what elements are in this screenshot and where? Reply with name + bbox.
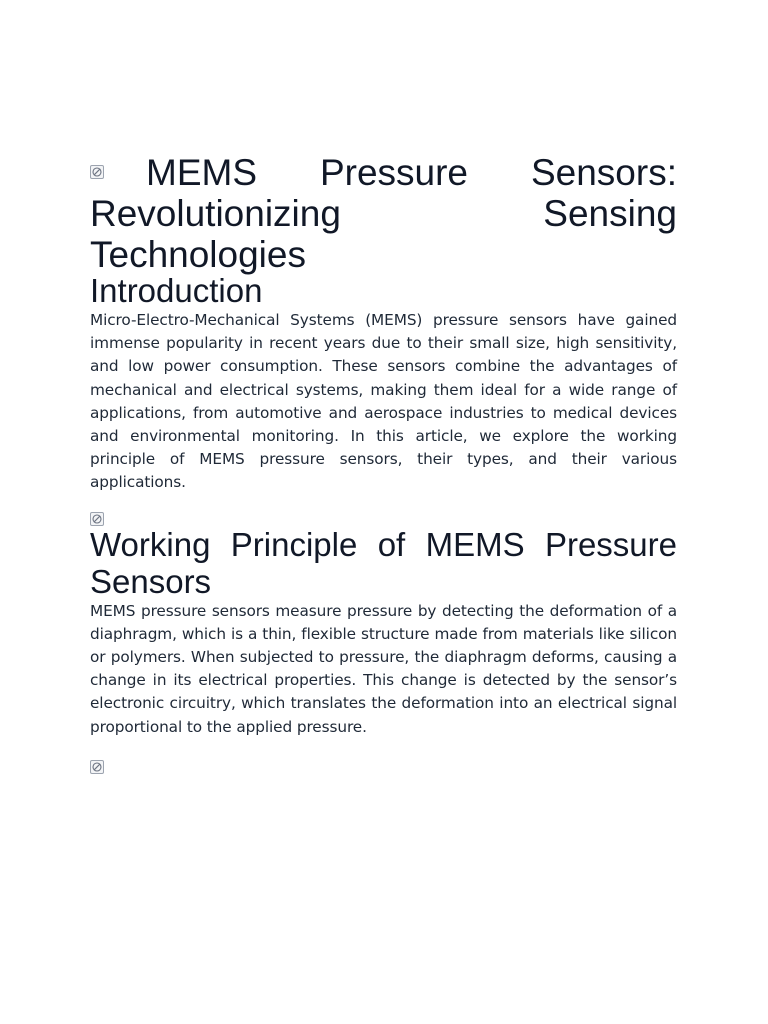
working-principle-paragraph: MEMS pressure sensors measure pressure by detecting the deformation of a diaphragm, which is a thin, flexible structure made from materials like silicon or polymers. When subjected to pressure, the diaphragm deforms, causing a change in its electrical properties. This change is detected by the sensor’s electronic circuitry, which translates the deformation into an electrical signal proportional to the applied pressure. bbox=[90, 601, 677, 736]
introduction-heading: Introduction bbox=[90, 272, 263, 309]
working-principle-heading: Working Principle of MEMS Pressure Sensors bbox=[90, 525, 677, 600]
broken-image-icon bbox=[90, 512, 104, 526]
broken-image-icon bbox=[90, 165, 104, 179]
image-placeholder bbox=[90, 760, 677, 774]
introduction-paragraph: Micro-Electro-Mechanical Systems (MEMS) pressure sensors have gained immense popularity in recent years due to their small size, high sensitivity, and low power consumption. These sensors combine the advantages of mechanical and electrical systems, making them ideal for a wide range of applications, from automotive and aerospace industries to medical devices and environmental monitoring. In this article, we explore the working principle of MEMS pressure sensors, their types, and their various applications. bbox=[90, 311, 677, 492]
article-title-text: MEMS Pressure Sensors: Revolutionizing Sensing Technologies bbox=[90, 152, 677, 275]
article-title bbox=[90, 152, 677, 275]
broken-image-icon bbox=[90, 760, 104, 774]
article bbox=[90, 152, 677, 774]
image-placeholder bbox=[90, 512, 677, 526]
